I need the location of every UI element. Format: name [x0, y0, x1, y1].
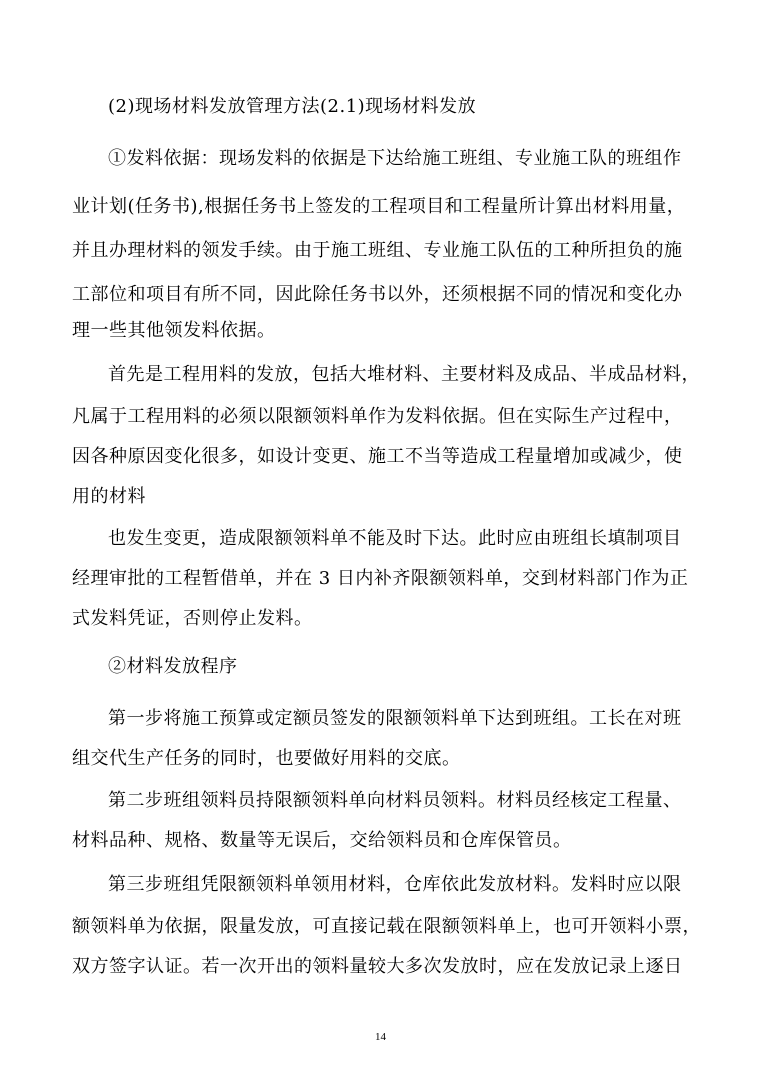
paragraph-line: 经理审批的工程暂借单，并在 3 日内补齐限额领料单，交到材料部门作为正	[72, 568, 689, 589]
section-heading: (2)现场材料发放管理方法(2.1)现场材料发放	[108, 96, 477, 117]
subsection-heading: ②材料发放程序	[108, 656, 238, 677]
paragraph-line: 因各种原因变化很多，如设计变更、施工不当等造成工程量增加或减少，使	[72, 446, 683, 467]
paragraph-line: 理一些其他领发料依据。	[72, 320, 276, 341]
paragraph-line: 首先是工程用料的发放，包括大堆材料、主要材料及成品、半成品材料，	[108, 364, 700, 385]
paragraph-line: 用的材料	[72, 486, 146, 507]
paragraph-line: 并且办理材料的领发手续。由于施工班组、专业施工队伍的工种所担负的施	[72, 240, 683, 261]
paragraph-line: 第二步班组领料员持限额领料单向材料员领料。材料员经核定工程量、	[108, 790, 682, 811]
paragraph-line: 也发生变更，造成限额领料单不能及时下达。此时应由班组长填制项目	[108, 528, 682, 549]
paragraph-line: 额领料单为依据，限量发放，可直接记载在限额领料单上，也可开领料小票，	[72, 916, 701, 937]
paragraph-line: ①发料依据：现场发料的依据是下达给施工班组、专业施工队的班组作	[108, 148, 682, 169]
paragraph-line: 凡属于工程用料的必须以限额领料单作为发料依据。但在实际生产过程中，	[72, 406, 683, 427]
page-number: 14	[375, 1031, 386, 1043]
paragraph-line: 式发料凭证，否则停止发料。	[72, 608, 313, 629]
paragraph-line: 第三步班组凭限额领料单领用材料，仓库依此发放材料。发料时应以限	[108, 874, 682, 895]
paragraph-line: 第一步将施工预算或定额员签发的限额领料单下达到班组。工长在对班	[108, 708, 682, 729]
paragraph-line: 双方签字认证。若一次开出的领料量较大多次发放时，应在发放记录上逐日	[72, 956, 683, 977]
paragraph-line: 组交代生产任务的同时，也要做好用料的交底。	[72, 748, 461, 769]
paragraph-line: 工部位和项目有所不同，因此除任务书以外，还须根据不同的情况和变化办	[72, 284, 683, 305]
paragraph-line: 材料品种、规格、数量等无误后，交给领料员和仓库保管员。	[72, 830, 572, 851]
paragraph-line: 业计划(任务书),根据任务书上签发的工程项目和工程量所计算出材料用量，	[72, 196, 686, 217]
